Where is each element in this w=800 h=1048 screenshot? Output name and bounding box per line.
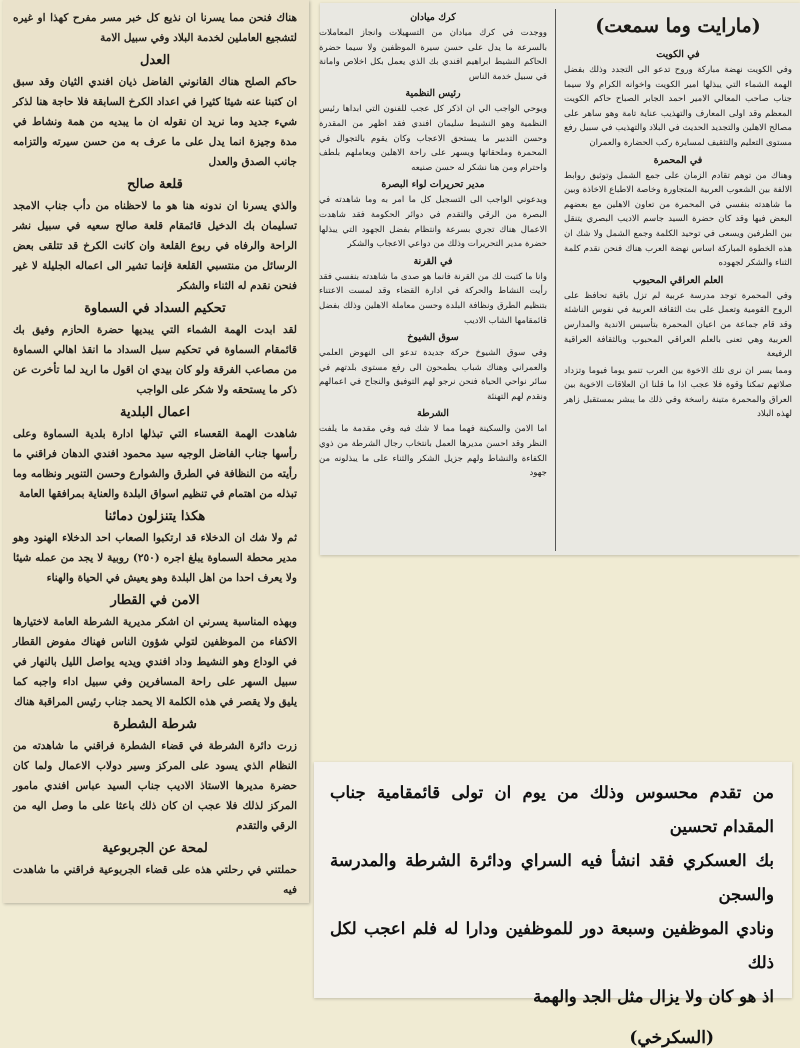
- article-paragraph: شاهدت الهمة القعساء التي تبذلها ادارة بلدية السماوة وعلى رأسها جناب الفاضل الوجيه سيد محمود افندي الدهان فراقني ما رأيته من النظافة في الطرق والشوارع وحسن التنوير ونظامه وما تبذله من اهتمام في تنظيم اسواق البلدة والعناية بمرافقها العامة: [13, 428, 297, 500]
- right-clipping-columns: [319, 9, 792, 551]
- right-clipping-left-column: [319, 9, 547, 551]
- article-paragraph: وهناك من توهم تقادم الزمان على جمع الشمل وتوثيق روابط الالفة بين الشعوب العربية المتجاورة وخاصة الاطباع الاخاذة وبين ما شاهدته بنفسي في المحمرة من تعاون الاهلين مع بعضهم البعض فيها وقد كان حضرة السيد جاسم الاديب البصري يتنقل بين الطرفين ويسعى في توحيد الكلمة وجمع الشمل ولا شك ان هذه الخطوة المباركة اساس نهضة العرب هناك فنحن نقدم كلمة الثناء والشكر لجهوده: [564, 170, 792, 269]
- article-paragraph: حملتني في رحلتي هذه على قضاء الجربوعية فراقني ما شاهدت فيه: [13, 864, 297, 896]
- article-paragraph: والذي يسرنا ان ندونه هنا هو ما لاحظناه من دأب جناب الامجد تسليمان بك الدخيل قائمقام قلعة صالح سعيه في سبيل نشر الراحة والرفاه في ربوع القلعة وان كانت الكرخ قد تتلقى بعض الرسائل من منتسبي القلعة فإنما تشير الى اعماله الجليلة لا غير فنحن نقدم له الثناء والشكر: [13, 200, 297, 292]
- masthead-title: (مارايت وما سمعت): [595, 15, 761, 37]
- article-paragraph: ثم ولا شك ان الدخلاء قد ارتكبوا الصعاب احد الدخلاء الهنود وهو مدير محطة السماوة يبلغ اجره (٢٥٠) روبية لا يجد من عمله شيئا ولا يعرف احدا من اهل البلدة وهو يعيش في الحياة والهناء: [13, 532, 297, 584]
- section-heading: اعمال البلدية: [119, 405, 191, 420]
- bottom-line: اذ هو كان ولا يزال مثل الجد والهمة: [533, 987, 774, 1006]
- section-heading: شرطة الشطرة: [113, 717, 197, 732]
- section-heading: في الكويت: [656, 49, 700, 60]
- section-heading: رئيس النظمية: [405, 88, 461, 100]
- section-heading: سوق الشيوخ: [407, 332, 459, 344]
- article-paragraph: وفي سوق الشيوخ حركة جديدة تدعو الى النهوض العلمي والعمراني وهناك شباب يطمحون الى رفع مستوى بلدتهم في سائر نواحي الحياة فنحن نرجو لهم التوفيق والنجاح في اعمالهم ونقدم لهم التهنئة: [319, 348, 547, 402]
- bottom-line: ونادي الموظفين وسبعة دور للموظفين ودارا له فلم اعجب لكل ذلك: [330, 919, 774, 972]
- left-clipping: [3, 0, 309, 903]
- right-clipping-right-column: [564, 9, 792, 551]
- section-heading: العدل: [139, 53, 171, 68]
- article-paragraph: ويدعوني الواجب الى التسجيل كل ما امر به وما شاهدته في البصرة من الرقي والتقدم في دوائر الحكومة فقد شاهدت الاعمال هناك تجري بسرعة وانتظام بفضل الجهود التي يبذلها حضرة مدير التحريرات وذلك من دواعي الاعجاب والشكر: [319, 195, 547, 250]
- section-heading: العلم العراقي المحبوب: [632, 274, 724, 286]
- bottom-clipping: [314, 762, 792, 1048]
- article-paragraph: ومما يسر ان نرى تلك الاخوة بين العرب تنمو يوما فيوما وتزداد صلاتهم تمكنا وقوة فلا عجب اذا ما قلنا ان العلاقات الاخوية بين العراق والمحمرة متينة راسخة وفي ذلك ما يبشر بمستقبل زاهر لهذه البلاد: [564, 365, 792, 420]
- article-paragraph: لقد ابدت الهمة الشماء التي يبديها حضرة الحازم وفيق بك قائمقام السماوة في تحكيم سبل السداد ما انقذ اهالي السماوة من مصاعب الفرقة ولو كان بيدي ان اقول ما اريد لما تأخرت عن ذكر ما يستحقه ولا شكر على الواجب: [13, 324, 297, 396]
- section-heading: لمحة عن الجربوعية: [102, 841, 208, 856]
- article-paragraph: زرت دائرة الشرطة في قضاء الشطرة فراقني ما شاهدته من النظام الذي يسود على المركز وسير دولاب الاعمال ولما كان حضرة مديرها الاستاذ الاديب جناب السيد عباس افندي مامور المركز لذلك فلا عجب ان كان ذلك باعثا على ما وصل اليه من الرقي والتقدم: [13, 740, 297, 832]
- section-heading: هكذا يتنزلون دمائنا: [104, 509, 206, 524]
- article-paragraph: حاكم الصلح هناك القانوني الفاضل ذيان افندي الثيان وقد سبق ان كتبنا عنه شيئا كثيرا في اعداد الكرخ السابقة فلا حاجة هنا لذكر شيء جديد وما نريد ان نقوله ان ما يبديه من همة ونشاط في مدة وجيزة انما يدل على ما عرف به من حسن سيرته والتزامه جانب الصدق والعدل: [13, 76, 297, 168]
- section-heading: في القرنة: [413, 255, 453, 267]
- column-divider: [555, 9, 556, 551]
- left-clipping-text: [13, 8, 297, 900]
- section-heading: في المحمرة: [653, 154, 703, 166]
- article-paragraph: هناك فنحن مما يسرنا ان نذيع كل خبر مسر مفرح كهذا او غيره لتشجيع العاملين لخدمة البلاد وفي سبيل الامة: [13, 12, 297, 44]
- article-paragraph: ويوحي الواجب الي ان اذكر كل عجب للفنون التي ابداها رئيس النظمية وهو النشيط سليمان افندي فقد اظهر من المقدرة وحسن التدبير ما يستحق الاعجاب وكان يقوم بالتجوال في المحمرة وملحقاتها ويسهر على راحة الاهلين ويعاملهم بلطف واحترام ومن هنا نشكر له حسن صنيعه: [319, 104, 547, 173]
- section-heading: الشرطة: [417, 408, 449, 420]
- article-paragraph: اما الامن والسكينة فهما مما لا شك فيه وفي مقدمة ما يلفت النظر وقد احسن مديرها العمل بانتخاب رجال الشرطة من ذوي الكفاءة والنشاط ولهم جزيل الشكر والثناء على ما يبذلونه من جهود: [319, 424, 547, 479]
- bottom-line: من تقدم محسوس وذلك من يوم ان تولى قائمقامية جناب المقدام تحسين: [330, 783, 774, 836]
- right-clipping: [320, 3, 800, 555]
- article-paragraph: وفي الكويت نهضة مباركة وروح تدعو الى التجدد وذلك بفضل الهمة الشماء التي يبذلها امير الكويت واخوانه الكرام ولا سيما جناب صاحب المعالي الامير احمد الجابر الصباح حاكم الكويت المعظم وقد اولى المعارف والتهذيب عناية تامة وهو ساهر على مصالح الاهلين والتجديد الحديث في البلاد والتهذيب في سبيل رفع مستوى التعليم والتثقيف لمسايرة ركب الحضارة والعمران: [564, 65, 792, 148]
- bottom-line: بك العسكري فقد انشأ فيه السراي ودائرة الشرطة والمدرسة والسجن: [330, 851, 774, 904]
- article-paragraph: وبهذه المناسبة يسرني ان اشكر مديرية الشرطة العامة لاختيارها الاكفاء من الموظفين لتولي شؤون الناس فهناك مفوض القطار في الوداع وهو النشيط وداد افندي ويديه يواصل الليل بالنهار في سبيل السهر على راحة المسافرين وفي سبيل اداء واجبه كما يليق ولا يقصر في هذه الكلمة الا يحمد جناب رئيس المراقبة هناك: [13, 616, 297, 708]
- section-heading: مدير تحريرات لواء البصرة: [381, 179, 485, 191]
- section-heading: الامن في القطار: [110, 593, 200, 608]
- article-paragraph: وانا ما كتبت لك من القرنة فانما هو صدى ما شاهدته بنفسي فقد رأيت النشاط والحركة في ادارة القضاء وقد لمست الاعتناء بتنظيم الطرق ونظافة البلدة وحسن معاملة الاهلين وذلك بفضل قائمقامها الشاب الاديب: [319, 271, 547, 326]
- section-heading: تحكيم السداد في السماوة: [84, 301, 226, 316]
- article-paragraph: وفي المحمرة توجد مدرسة عربية لم تزل باقية تحافظ على الروح القومية وتعمل على بث الثقافة العربية في نفوس الناشئة وقد قام جماعة من اعيان المحمرة بتأسيس الاندية والمدارس العربية وهي تعنى بالعلم العراقي المحبوب وبالثقافة العراقية الرفيعة: [564, 290, 792, 360]
- article-paragraph: ووجدت في كرك ميادان من التسهيلات وانجاز المعاملات بالسرعة ما يدل على حسن سيرة الموظفين ولا سيما حضرة الحاكم النشيط ابراهيم افندي بك الذي يعمل بكل اخلاص وامانة في سبيل خدمة الناس: [319, 28, 547, 82]
- section-heading: كرك ميادان: [410, 12, 456, 23]
- section-heading: قلعة صالح: [127, 177, 183, 192]
- author-signature: (السكرخي): [629, 1028, 714, 1048]
